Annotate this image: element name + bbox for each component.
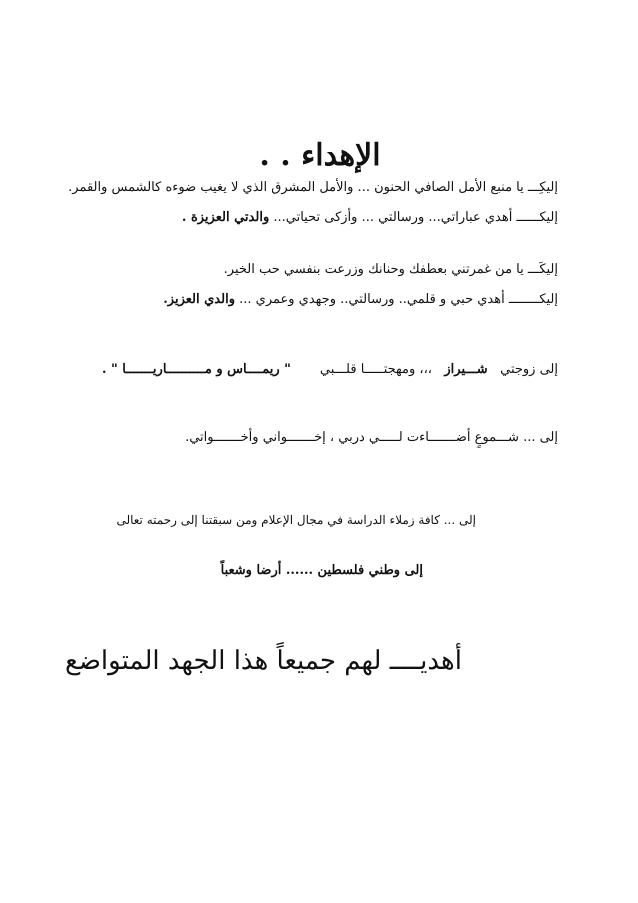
dedication-wife-name: شـــيراز — [444, 362, 488, 377]
dedication-father-line-1: إليكَـــ يا من غمرتني بعطفك وحنانك وزرعت بنفسي حب الخير. — [223, 262, 558, 277]
dedication-mother-line-1: إليكِـــ يا منبع الأمل الصافي الحنون ... والأمل المشرق الذي لا يغيب ضوءه كالشمس والقمر. — [68, 180, 558, 195]
dedication-family-prefix: إلى زوجتي — [500, 362, 558, 377]
dedication-mother-line-2 — [182, 210, 558, 225]
dedication-homeland-line: إلى وطني فلسطين ...... أرضا وشعباً — [220, 563, 423, 578]
dedication-family-middle: ،،، ومهجتـــــا قلـــبي — [319, 362, 432, 377]
dedication-children-names: " ريمــــاس و مــــــــــاريـــــــا " . — [101, 362, 291, 377]
dedication-siblings-line: إلى ... شـــموعٍ أضـــــــاءت لـــــي دربي ، إخـــــــواني وأخـــــــواتي. — [185, 430, 558, 445]
dedication-mother-line-2-text: إليكــــــ أهدي عباراتي... ورسالتي ... وأزكى تحياتي... — [273, 210, 558, 225]
dedication-father-name: والدي العزيز. — [163, 292, 235, 307]
dedication-family-line — [102, 362, 558, 377]
page-title: الإهداء . . — [259, 138, 381, 173]
dedication-mother-name: والدتي العزيزة . — [181, 210, 270, 225]
closing-calligraphy: أهديــــ لهم جميعاً هذا الجهد المتواضع — [65, 646, 462, 676]
dedication-father-line-2 — [163, 292, 558, 307]
dedication-colleagues-line: إلى ... كافة زملاء الدراسة في مجال الإعلام ومن سبقتنا إلى رحمته تعالى — [116, 513, 476, 527]
dedication-father-line-2-text: إليكــــــــ أهدي حبي و قلمي.. ورسالتي.. وجهدي وعمري ... — [239, 292, 558, 307]
